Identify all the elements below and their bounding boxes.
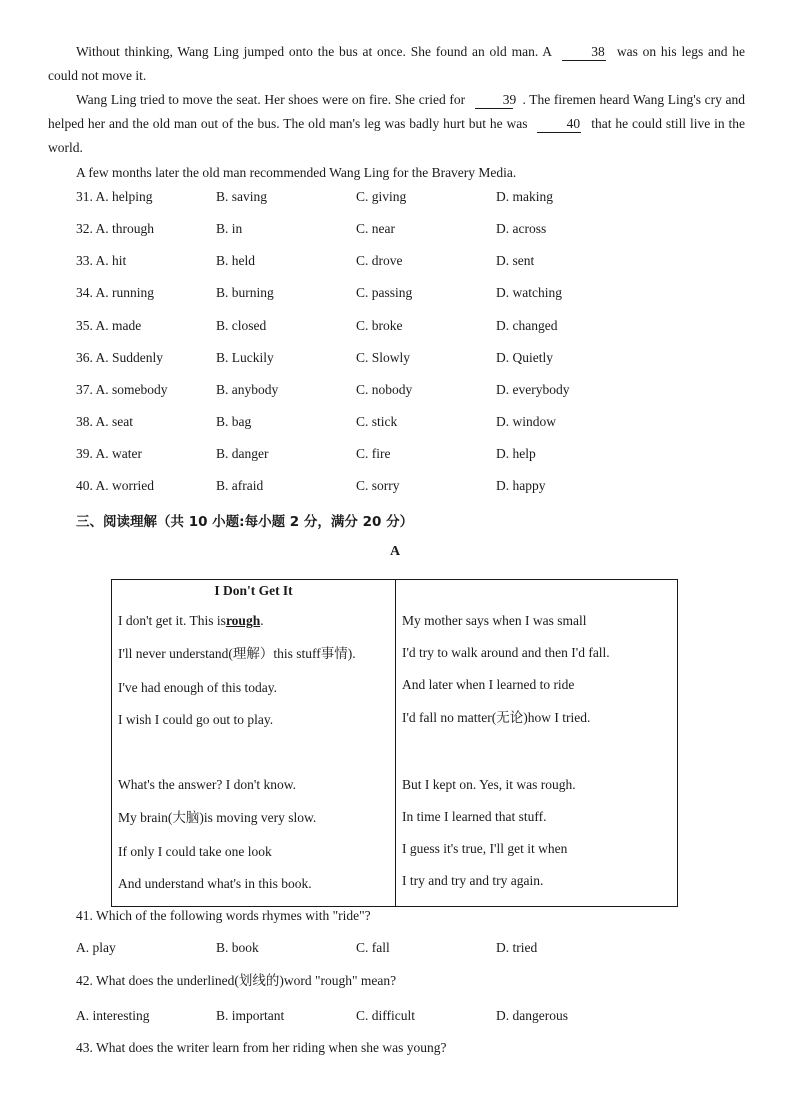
passage-text: Without thinking, Wang Ling jumped onto the bus at once. She found an old man. A	[76, 44, 552, 59]
cloze-option-row	[76, 444, 756, 464]
poem-line-left: What's the answer? I don't know.	[118, 777, 296, 792]
poem-text: I don't get it. This is	[118, 613, 226, 628]
answer-blank[interactable]: 40	[537, 116, 581, 133]
option-c[interactable]: C. sorry	[356, 478, 400, 493]
option-b[interactable]: B. important	[216, 1008, 285, 1023]
option-b[interactable]: B. book	[216, 940, 259, 955]
poem-text: .	[260, 613, 264, 628]
option-c[interactable]: C. fall	[356, 940, 390, 955]
question-41: 41. Which of the following words rhymes with "ride"?	[76, 908, 371, 923]
poem-line-right: My mother says when I was small	[402, 613, 587, 628]
poem-line-left: I wish I could go out to play.	[118, 712, 274, 727]
answer-blank[interactable]: 38	[562, 44, 606, 61]
passage-text: was on his legs and he could not move it.	[48, 44, 746, 83]
option-a[interactable]: 34. A. running	[76, 285, 155, 300]
section-title: 三、阅读理解（共 10 小题:每小题 2 分，满分 20 分）	[76, 514, 414, 530]
question-41-options	[76, 938, 756, 958]
poem-line-left: I'll never understand(理解）this stuff事情).	[118, 646, 356, 661]
underlined-word-rough: rough	[225, 613, 261, 628]
poem-title: I Don't Get It	[214, 583, 293, 598]
option-b[interactable]: B. in	[216, 221, 243, 236]
option-c[interactable]: C. near	[356, 221, 395, 236]
poem-line-left	[118, 612, 264, 630]
poem-line-right: I'd fall no matter(无论)how I tried.	[402, 710, 591, 725]
option-c[interactable]: C. broke	[356, 318, 403, 333]
question-43: 43. What does the writer learn from her riding when she was young?	[76, 1040, 447, 1055]
column-divider	[395, 580, 396, 906]
option-b[interactable]: B. danger	[216, 446, 269, 461]
option-c[interactable]: C. passing	[356, 285, 413, 300]
question-42-options	[76, 1006, 756, 1026]
cloze-option-row	[76, 476, 756, 496]
option-d[interactable]: D. across	[496, 221, 547, 236]
cloze-option-row	[76, 283, 756, 303]
option-b[interactable]: B. Luckily	[216, 350, 274, 365]
option-d[interactable]: D. making	[496, 189, 553, 204]
passage-label: A	[389, 544, 401, 559]
answer-blank[interactable]: 39	[475, 92, 513, 109]
option-b[interactable]: B. burning	[216, 285, 274, 300]
poem-table	[111, 579, 678, 907]
poem-line-left: I've had enough of this today.	[118, 680, 278, 695]
option-d[interactable]: D. happy	[496, 478, 546, 493]
passage-text: Wang Ling tried to move the seat. Her shoes were on fire. She cried for	[76, 92, 466, 107]
poem-line-left: And understand what's in this book.	[118, 876, 312, 891]
option-c[interactable]: C. nobody	[356, 382, 413, 397]
poem-line-left: My brain(大脑)is moving very slow.	[118, 810, 317, 825]
option-a[interactable]: 35. A. made	[76, 318, 142, 333]
option-b[interactable]: B. afraid	[216, 478, 264, 493]
option-d[interactable]: D. Quietly	[496, 350, 553, 365]
option-a[interactable]: 40. A. worried	[76, 478, 154, 493]
option-d[interactable]: D. watching	[496, 285, 562, 300]
option-b[interactable]: B. bag	[216, 414, 252, 429]
option-a[interactable]: 37. A. somebody	[76, 382, 168, 397]
option-a[interactable]: 33. A. hit	[76, 253, 127, 268]
option-b[interactable]: B. anybody	[216, 382, 279, 397]
option-a[interactable]: 36. A. Suddenly	[76, 350, 164, 365]
passage-paragraph-3	[48, 161, 745, 185]
option-c[interactable]: C. fire	[356, 446, 391, 461]
option-d[interactable]: D. sent	[496, 253, 535, 268]
option-b[interactable]: B. saving	[216, 189, 268, 204]
poem-line-right: I'd try to walk around and then I'd fall.	[402, 645, 610, 660]
option-b[interactable]: B. closed	[216, 318, 267, 333]
option-c[interactable]: C. difficult	[356, 1008, 415, 1023]
option-a[interactable]: 32. A. through	[76, 221, 155, 236]
poem-line-right: In time I learned that stuff.	[402, 809, 547, 824]
poem-line-right: But I kept on. Yes, it was rough.	[402, 777, 576, 792]
option-a[interactable]: A. interesting	[76, 1008, 150, 1023]
passage-paragraph-2	[48, 88, 745, 160]
option-a[interactable]: A. play	[76, 940, 116, 955]
option-b[interactable]: B. held	[216, 253, 255, 268]
option-d[interactable]: D. help	[496, 446, 536, 461]
question-42: 42. What does the underlined(划线的)word "rough" mean?	[76, 973, 397, 988]
option-c[interactable]: C. Slowly	[356, 350, 411, 365]
option-a[interactable]: 31. A. helping	[76, 189, 153, 204]
cloze-option-row	[76, 251, 756, 271]
passage-text: that he could still live in the world.	[48, 116, 745, 155]
option-a[interactable]: 39. A. water	[76, 446, 142, 461]
option-c[interactable]: C. stick	[356, 414, 398, 429]
passage-paragraph-1	[48, 40, 745, 88]
passage-text: A few months later the old man recommended Wang Ling for the Bravery Media.	[76, 165, 517, 180]
cloze-option-row	[76, 380, 756, 400]
option-c[interactable]: C. drove	[356, 253, 403, 268]
cloze-option-row	[76, 348, 756, 368]
option-a[interactable]: 38. A. seat	[76, 414, 133, 429]
option-d[interactable]: D. window	[496, 414, 556, 429]
poem-line-right: And later when I learned to ride	[402, 677, 575, 692]
cloze-option-row	[76, 187, 756, 207]
cloze-option-row	[76, 316, 756, 336]
poem-line-right: I guess it's true, I'll get it when	[402, 841, 568, 856]
option-d[interactable]: D. changed	[496, 318, 558, 333]
cloze-option-row	[76, 412, 756, 432]
poem-line-right: I try and try and try again.	[402, 873, 544, 888]
option-d[interactable]: D. everybody	[496, 382, 570, 397]
option-d[interactable]: D. dangerous	[496, 1008, 568, 1023]
poem-line-left: If only I could take one look	[118, 844, 272, 859]
passage-text: . The firemen heard Wang Ling's cry and helped her and the old man out of the bus. The old man's leg was badly hurt but he was	[48, 92, 746, 131]
option-c[interactable]: C. giving	[356, 189, 407, 204]
option-d[interactable]: D. tried	[496, 940, 538, 955]
cloze-option-row	[76, 219, 756, 239]
